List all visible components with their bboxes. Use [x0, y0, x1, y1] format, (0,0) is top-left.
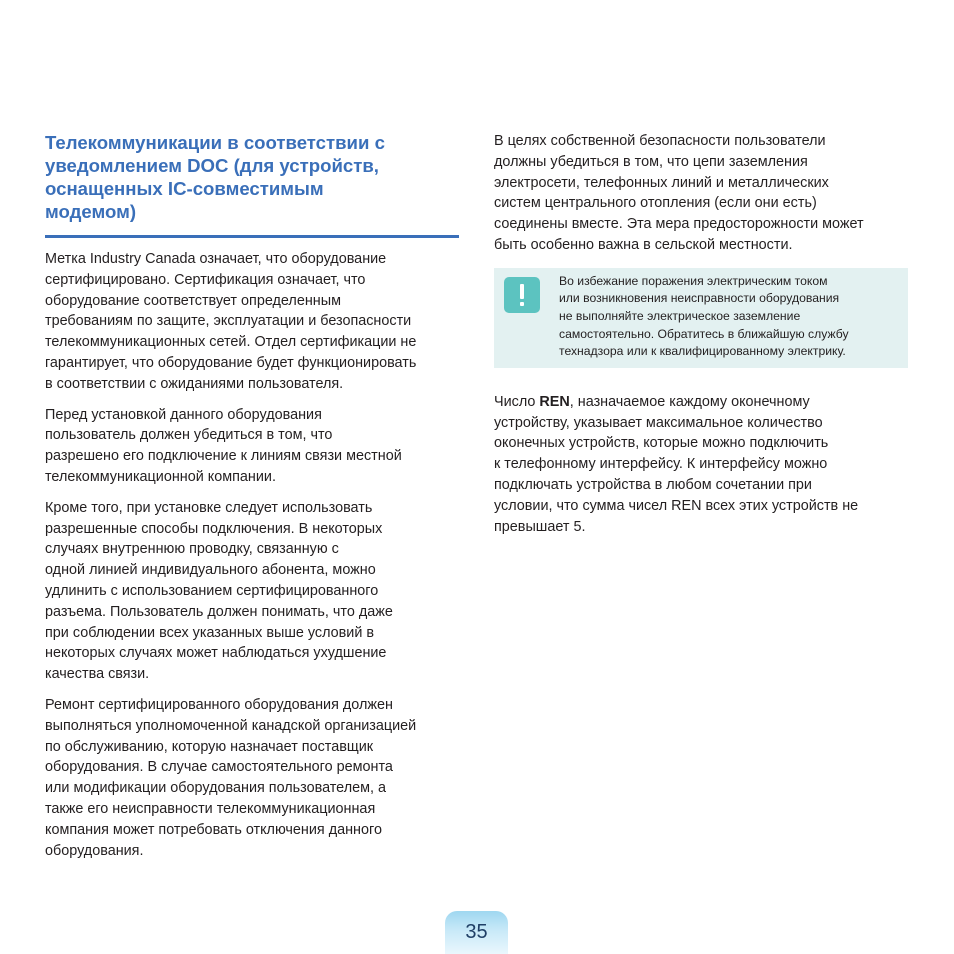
section-title: Телекоммуникации в соответствии с уведомлением DOC (для устройств, оснащенных IC-совместимым модемом) [45, 132, 385, 222]
paragraph-repair: Ремонт сертифицированного оборудования должен выполняться уполномоченной канадской организацией по обслуживанию, которую назначает поставщик оборудования. В случае самостоятельного ремонта или модификации оборудования пользователем, а также его неисправности телекоммуникационная компания может потребовать отключения данного оборудования. [45, 696, 417, 859]
paragraph-certification: Метка Industry Canada означает, что оборудование сертифицировано. Сертификация означает, что оборудование соответствует определенным требованиям по защите, эксплуатации и безопасности телекоммуникационных сетей. Отдел сертификации не гарантирует, что оборудование будет функционировать в соответствии с ожиданиями пользователя. [45, 251, 417, 392]
paragraph-ren [494, 392, 910, 538]
warning-box [494, 268, 908, 368]
right-column [494, 131, 910, 537]
ren-description: , назначаемое каждому оконечному устройству, указывает максимальное количество оконечных устройств, которые можно подключить к телефонному интерфейсу. К интерфейсу можно подключать устройства в любом сочетании при условии, что сумма чисел REN всех этих устройств не превышает 5. [494, 393, 859, 535]
page-number: 35 [465, 921, 488, 943]
exclamation-icon [504, 277, 540, 313]
paragraph-connection-methods: Кроме того, при установке следует использовать разрешенные способы подключения. В некоторых случаях внутреннюю проводку, связанную с одной линией индивидуального абонента, можно удлинить с использованием сертифицированного разъема. Пользователь должен понимать, что даже при соблюдении всех указанных выше условий в некоторых случаях может наблюдаться ухудшение качества связи. [45, 499, 393, 683]
warning-text: Во избежание поражения электрическим током или возникновения неисправности оборудования не выполняйте электрическое заземление самостоятельно. Обратитесь в ближайшую службу технадзора или к квалифицированному электрику. [559, 273, 849, 359]
page-number-tab [445, 911, 508, 954]
left-column [45, 131, 461, 861]
title-divider [45, 235, 459, 238]
paragraph-installation: Перед установкой данного оборудования пользователь должен убедиться в том, что разрешено его подключение к линиям связи местной телекоммуникационной компании. [45, 406, 402, 485]
ren-prefix: Число [494, 393, 540, 410]
paragraph-grounding: В целях собственной безопасности пользователи должны убедиться в том, что цепи заземления электросети, телефонных линий и металлических систем центрального отопления (если они есть) соединены вместе. Эта мера предосторожности может быть особенно важна в сельской местности. [494, 133, 864, 253]
ren-term: REN [539, 393, 570, 410]
